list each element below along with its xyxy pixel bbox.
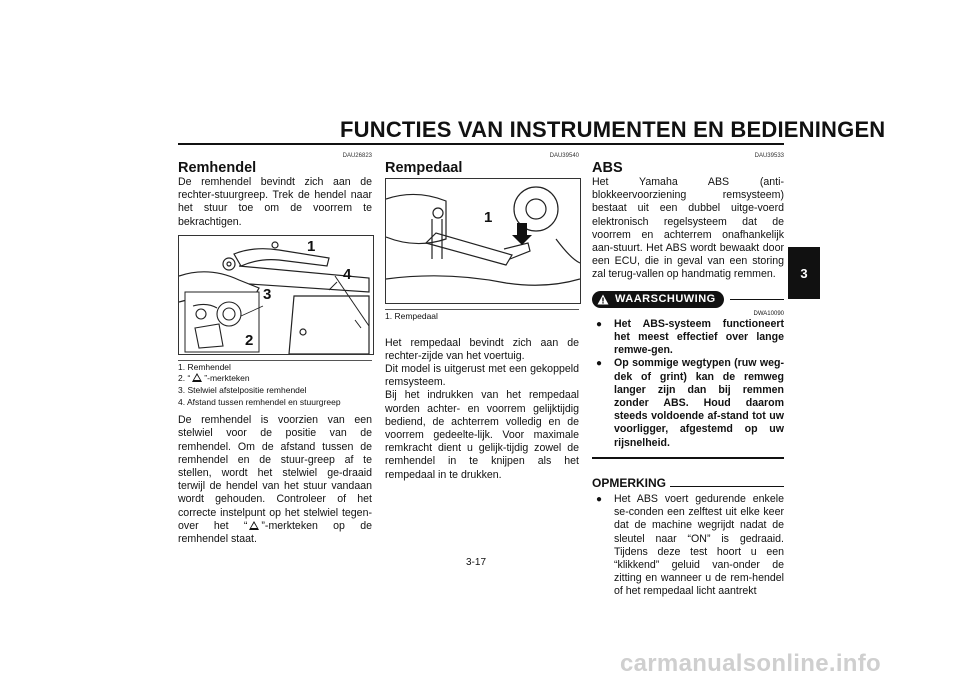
warning-list (592, 318, 784, 450)
caption-item: 1. Remhendel (178, 361, 231, 372)
warning-code: DWA10090 (753, 310, 784, 317)
column-remhendel (178, 152, 372, 546)
brake-pedal-figure (385, 178, 581, 304)
caption-item: 1. Rempedaal (385, 311, 438, 321)
note-heading (592, 477, 784, 490)
note-list (592, 493, 784, 599)
section-code: DAU26823 (342, 153, 372, 159)
warning-triangle-icon (597, 294, 609, 305)
brake-pedal-illustration (386, 179, 580, 303)
warning-end-rule (592, 457, 784, 459)
triangle-mark-icon (192, 373, 202, 382)
figure-callout-2: 2 (245, 331, 254, 349)
section-heading-abs: ABS (592, 160, 623, 176)
figure-callout-1: 1 (484, 209, 493, 226)
figure-captions (385, 309, 579, 323)
page-title: FUNCTIES VAN INSTRUMENTEN EN BEDIENINGEN (340, 117, 886, 142)
section-code: DAU39533 (754, 153, 784, 159)
section-heading-remhendel: Remhendel (178, 160, 257, 176)
section-code: DAU39540 (549, 153, 579, 159)
brake-lever-figure (178, 235, 374, 355)
column-abs (592, 152, 784, 599)
warning-item: ● Het ABS-systeem functioneert het meest effectief over lange remwe-gen. (596, 318, 784, 358)
warning-label: WAARSCHUWING (615, 292, 716, 305)
warning-item: ● Op sommige wegtypen (ruw weg-dek of grint) kan de remweg langer zijn dan bij remmen zonder ABS. Houd daarom steeds voldoende af-stand tot uw voorligger, afgestemd op uw rijsnelheid. (596, 357, 784, 449)
intro-paragraph: De remhendel bevindt zich aan de rechter-stuurgreep. Trek de hendel naar het stuur toe om de voorrem te bekrachtigen. (178, 176, 372, 228)
triangle-mark-icon (249, 521, 259, 530)
section-heading-rempedaal: Rempedaal (385, 160, 463, 176)
warning-bar (592, 291, 784, 308)
header-rule (178, 143, 784, 145)
page-number: 3-17 (466, 557, 487, 568)
body-paragraph: Het rempedaal bevindt zich aan de rechter-zijde van het voertuig. Dit model is uitgerust met een gekoppeld remsysteem. Bij het indrukken van het rempedaal worden achter- en voorrem gelijktijdig bediend, de achterrem volledig en de voorrem gedeelte-lijk. Voor maximale remkracht dient u gelijk-tijdig zowel de remhendel in te knijpen als het rempedaal in te drukken. (385, 336, 579, 481)
figure-callout-4: 4 (343, 265, 352, 283)
warning-rule (730, 299, 784, 300)
footer-watermark: carmanualsonline.info (620, 650, 882, 677)
caption-item: 4. Afstand tussen remhendel en stuurgreep (178, 396, 341, 407)
figure-captions (178, 360, 372, 408)
warning-badge (592, 291, 724, 308)
figure-callout-1: 1 (307, 237, 316, 255)
brake-lever-illustration (179, 236, 373, 354)
column-rempedaal (385, 152, 579, 482)
chapter-tab: 3 (788, 247, 820, 299)
note-item: ● Het ABS voert gedurende enkele se-conden een zelftest uit elke keer dat de machine wegrijdt nadat de sleutel naar “ON” is gedraaid. Tijdens deze test hoort u een “klikkend” geluid van-onder de zitting en wanneer u de rem-hendel of het rempedaal licht aantrekt (596, 493, 784, 599)
caption-item: 2. “ ”-merkteken (178, 373, 250, 384)
note-rule (670, 486, 784, 487)
note-label: OPMERKING (592, 475, 667, 490)
body-paragraph: De remhendel is voorzien van een stelwiel voor de positie van de remhendel. Om de afstand tussen de remhendel en de stuur-greep af te stellen, wordt het stelwiel ge-draaid terwijl de hendel van het stuur vandaan wordt gehouden. Controleer of het correcte instelpunt op het stelwiel tegen-over het “ ”-merkteken op de remhendel staat. (178, 414, 372, 546)
figure-callout-3: 3 (263, 285, 272, 303)
caption-item: 3. Stelwiel afstelpositie remhendel (178, 385, 307, 395)
intro-paragraph: Het Yamaha ABS (anti-blokkeervoorziening remsysteem) bestaat uit een dubbel uitge-voerd elektronisch regelsysteem dat de voorrem en achterrem onafhankelijk aan-stuurt. Het ABS wordt bewaakt door een ECU, die in geval van een storing zal terug-vallen op handmatig remmen. (592, 176, 784, 281)
